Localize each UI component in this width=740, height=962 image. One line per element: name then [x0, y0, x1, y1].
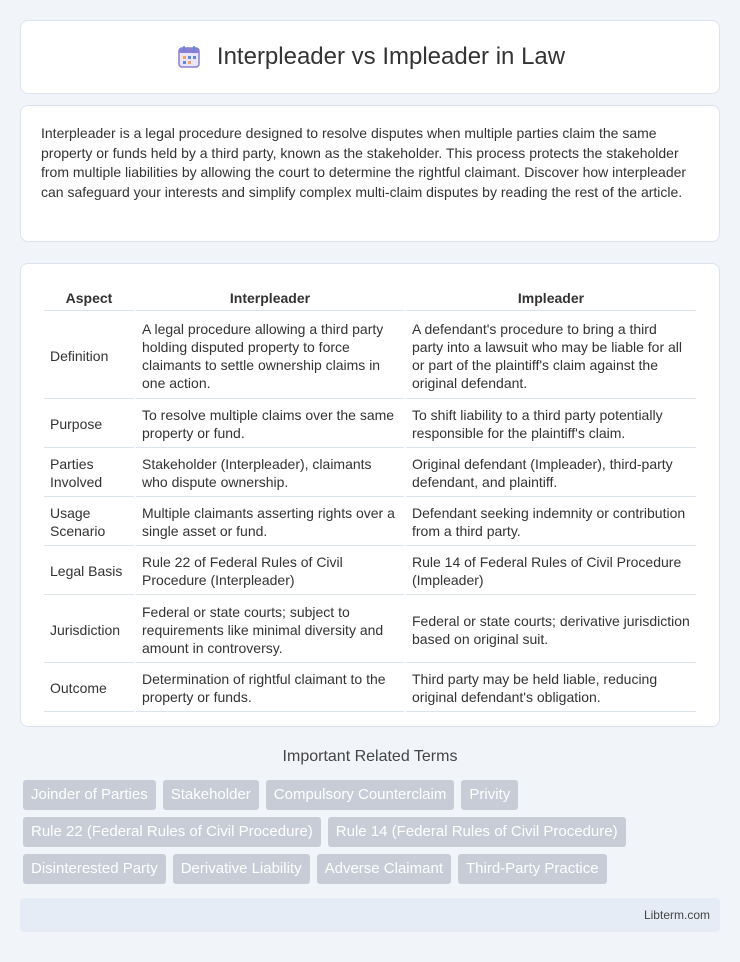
header-interpleader: Interpleader — [136, 286, 404, 311]
row-aspect: Parties Involved — [44, 450, 134, 497]
table-row — [44, 450, 696, 497]
header-card — [20, 20, 720, 94]
row-interpleader: Stakeholder (Interpleader), claimants who dispute ownership. — [136, 450, 404, 497]
row-aspect: Definition — [44, 313, 134, 399]
calendar-icon — [175, 43, 203, 71]
footer — [20, 898, 720, 932]
related-term-tag[interactable]: Derivative Liability — [173, 854, 310, 884]
related-term-tag[interactable]: Rule 14 (Federal Rules of Civil Procedure) — [328, 817, 626, 847]
related-term-tag[interactable]: Stakeholder — [163, 780, 259, 810]
comparison-card — [20, 263, 720, 727]
row-aspect: Purpose — [44, 401, 134, 448]
table-row — [44, 401, 696, 448]
row-impleader: Rule 14 of Federal Rules of Civil Procedure (Impleader) — [406, 548, 696, 595]
row-impleader: To shift liability to a third party potentially responsible for the plaintiff's claim. — [406, 401, 696, 448]
table-row — [44, 313, 696, 399]
comparison-table — [42, 284, 698, 714]
row-impleader: Defendant seeking indemnity or contribution from a third party. — [406, 499, 696, 546]
table-row — [44, 499, 696, 546]
related-term-tag[interactable]: Third-Party Practice — [458, 854, 607, 884]
related-term-tag[interactable]: Privity — [461, 780, 518, 810]
row-impleader: Federal or state courts; derivative jurisdiction based on original suit. — [406, 597, 696, 663]
row-impleader: Third party may be held liable, reducing original defendant's obligation. — [406, 665, 696, 712]
row-aspect: Jurisdiction — [44, 597, 134, 663]
related-term-tag[interactable]: Adverse Claimant — [317, 854, 451, 884]
row-aspect: Outcome — [44, 665, 134, 712]
intro-text: Interpleader is a legal procedure designed to resolve disputes when multiple parties claim the same property or funds held by a third party, known as the stakeholder. This process protects the stakeholder from multiple liabilities by allowing the court to determine the rightful claimant. Discover how interpleader can safeguard your interests and simplify complex multi-claim disputes by reading the rest of the article. — [41, 125, 687, 200]
header-impleader: Impleader — [406, 286, 696, 311]
related-term-tag[interactable]: Compulsory Counterclaim — [266, 780, 455, 810]
header-aspect: Aspect — [44, 286, 134, 311]
table-row — [44, 597, 696, 663]
related-terms-title: Important Related Terms — [282, 748, 458, 765]
related-term-tag[interactable]: Disinterested Party — [23, 854, 166, 884]
table-row — [44, 665, 696, 712]
related-terms-list — [23, 780, 723, 884]
page-title: Interpleader vs Impleader in Law — [216, 43, 566, 70]
row-interpleader: A legal procedure allowing a third party holding disputed property to force claimants to settle ownership claims in one action. — [136, 313, 404, 399]
footer-site-link[interactable]: Libterm.com — [643, 908, 710, 922]
row-impleader: Original defendant (Impleader), third-party defendant, and plaintiff. — [406, 450, 696, 497]
row-interpleader: Determination of rightful claimant to the property or funds. — [136, 665, 404, 712]
table-header-row — [44, 286, 696, 311]
row-interpleader: Federal or state courts; subject to requirements like minimal diversity and amount in controversy. — [136, 597, 404, 663]
row-aspect: Legal Basis — [44, 548, 134, 595]
header — [175, 43, 565, 71]
row-impleader: A defendant's procedure to bring a third party into a lawsuit who may be liable for all or part of the plaintiff's claim against the original defendant. — [406, 313, 696, 399]
row-aspect: Usage Scenario — [44, 499, 134, 546]
row-interpleader: To resolve multiple claims over the same property or fund. — [136, 401, 404, 448]
row-interpleader: Rule 22 of Federal Rules of Civil Procedure (Interpleader) — [136, 548, 404, 595]
related-term-tag[interactable]: Rule 22 (Federal Rules of Civil Procedure) — [23, 817, 321, 847]
related-term-tag[interactable]: Joinder of Parties — [23, 780, 156, 810]
intro-card — [20, 105, 720, 242]
table-row — [44, 548, 696, 595]
row-interpleader: Multiple claimants asserting rights over a single asset or fund. — [136, 499, 404, 546]
